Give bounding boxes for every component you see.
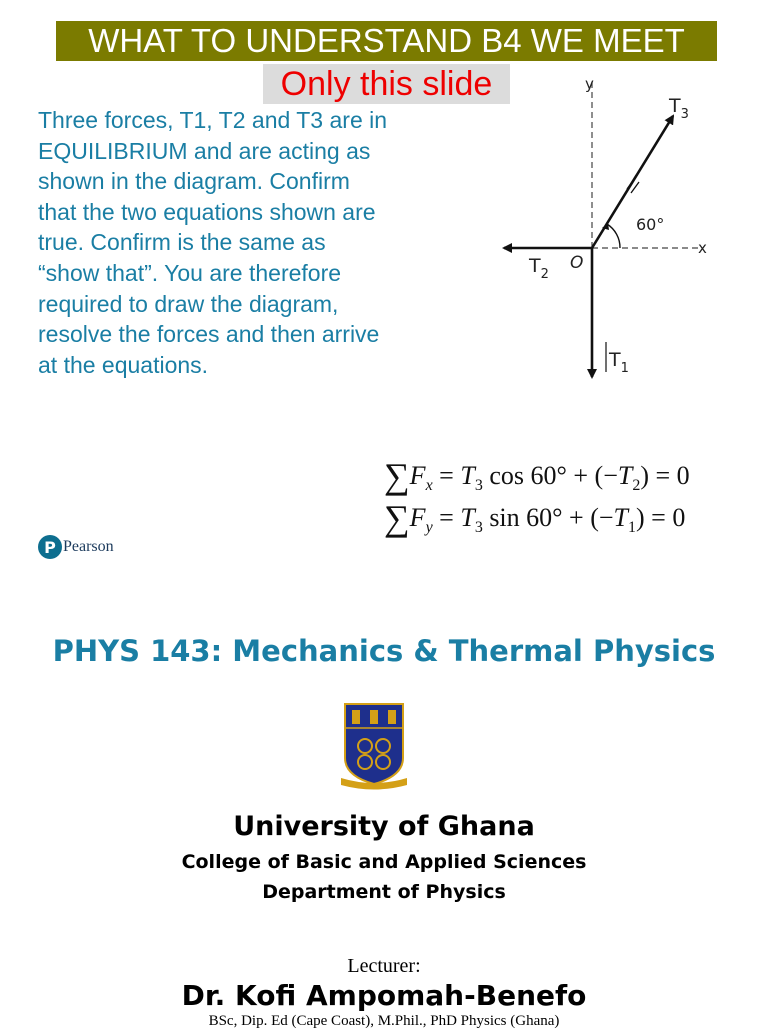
- college-name: College of Basic and Applied Sciences: [181, 851, 587, 873]
- y-axis-label: y: [585, 75, 594, 93]
- angle-arc: [607, 224, 620, 248]
- t1-label: $T_1$: [609, 349, 629, 376]
- equation-sum-fx: $\sum F_x = T_3$ $\cos 60^\circ + (-T_2) = 0$: [384, 456, 690, 496]
- angle-label: 60°: [636, 215, 665, 234]
- svg-text:P: P: [44, 538, 56, 557]
- lecturer-name: Dr. Kofi Ampomah-Benefo: [181, 979, 587, 1012]
- lecturer-qualifications: BSc, Dip. Ed (Cape Coast), M.Phil., PhD Physics (Ghana): [208, 1013, 560, 1029]
- origin-label: O: [570, 253, 584, 273]
- university-crest-icon: [338, 700, 410, 790]
- equation-sum-fy: $\sum F_y = T_3$ $\sin 60^\circ + (-T_1) = 0$: [384, 498, 686, 538]
- instructions-text: Three forces, T1, T2 and T3 are in EQUILIBRIUM and are acting as shown in the diagram. Confirm that the two equations shown are true. Confirm is the same as “show that”. You are therefore required to draw the diagram, resolve the forces and then arrive at the equations.: [38, 107, 388, 378]
- pearson-logo-text: Pearson: [63, 538, 114, 555]
- university-name: University of Ghana: [233, 811, 535, 842]
- sigma-symbol: ∑: [384, 498, 410, 538]
- slide-subbanner: Only this slide: [263, 64, 510, 104]
- pearson-logo-icon: [38, 535, 62, 559]
- course-title: PHYS 143: Mechanics & Thermal Physics: [52, 634, 716, 668]
- tick-mark: [627, 178, 635, 189]
- t2-label: $T_2$: [529, 255, 549, 282]
- slide-banner: WHAT TO UNDERSTAND B4 WE MEET: [56, 21, 717, 61]
- force-diagram: [495, 72, 725, 392]
- department-name: Department of Physics: [262, 881, 506, 903]
- t3-label: $T_3$: [669, 95, 689, 122]
- sigma-symbol: ∑: [384, 456, 410, 496]
- lecturer-label: Lecturer:: [347, 955, 421, 977]
- x-axis-label: x: [698, 239, 707, 257]
